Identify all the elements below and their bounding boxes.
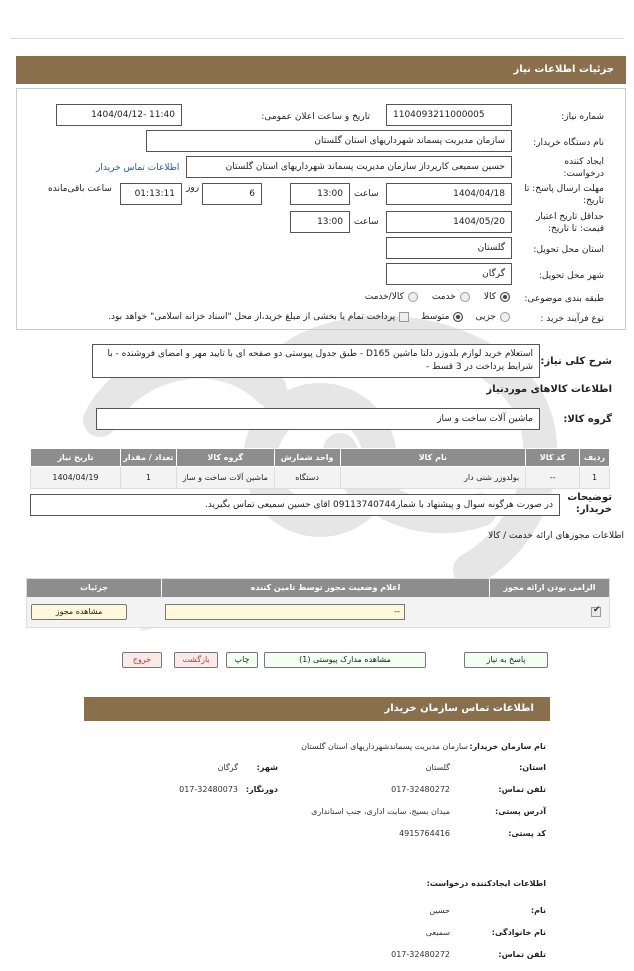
need-number-field[interactable]: 1104093211000005 — [386, 104, 512, 126]
process-label: نوع فرآیند خرید : — [540, 314, 604, 324]
remaining-time-field: 01:13:11 — [120, 183, 182, 205]
checked-checkbox-icon: ✔ — [593, 604, 601, 615]
goods-section-title: اطلاعات کالاهای موردنیاز — [486, 384, 612, 395]
buyer-notes-text: در صورت هرگونه سوال و پیشنهاد با شمار09113740744 اقای حسین سمیعی تماس بگیرید. — [30, 494, 560, 516]
buyer-notes-label: توضیحات خریدار: — [567, 492, 612, 515]
description-text: استعلام خرید لوازم بلدوزر دلتا ماشین D165 - طبق جدول پیوستی دو صفحه ای با تایید مهر و امضای فروشنده - با شرایط پرداخت در 3 قسط - — [92, 344, 540, 378]
province-field[interactable]: گلستان — [386, 237, 512, 259]
validity-time-label: ساعت — [354, 217, 379, 227]
exit-button[interactable]: خروج — [122, 652, 162, 668]
contact-address-value: میدان بسیج، سایت اداری، جنب استانداری — [311, 807, 450, 816]
deadline-date-field[interactable]: 1404/04/18 — [386, 183, 512, 205]
creator-label: ایجاد کننده درخواست: — [563, 157, 604, 179]
reply-button[interactable]: پاسخ به نیاز — [464, 652, 548, 668]
radio-icon[interactable] — [500, 312, 510, 322]
goods-table-header — [31, 449, 610, 467]
buyer-org-field[interactable]: سازمان مدیریت پسماند شهرداریهای استان گلستان — [146, 130, 512, 152]
cell-need-date: 1404/04/19 — [31, 467, 121, 489]
creator-field[interactable]: حسین سمیعی کارپرداز سازمان مدیریت پسماند شهرداریهای استان گلستان — [186, 156, 512, 178]
category-label: طبقه بندی موضوعی: — [524, 294, 604, 304]
view-permit-button[interactable]: مشاهده مجوز — [31, 604, 127, 620]
top-divider — [10, 38, 624, 39]
deadline-time-field[interactable]: 13:00 — [290, 183, 350, 205]
treasury-note: پرداخت تمام یا بخشی از مبلغ خرید،از محل "اسناد خزانه اسلامی" خواهد بود. — [108, 312, 396, 322]
contact-postal-label: کد پستی: — [508, 829, 546, 838]
contact-fax-label: دورنگار: — [245, 785, 278, 794]
contact-province-value: گلستان — [425, 763, 450, 772]
creator-phone-value: 017-32480272 — [391, 950, 450, 959]
radio-icon[interactable] — [408, 292, 418, 302]
category-both-option[interactable] — [365, 292, 418, 302]
goods-group-field: ماشین آلات ساخت و ساز — [96, 408, 540, 430]
page-header — [16, 56, 626, 84]
cell-row: 1 — [580, 467, 610, 489]
contact-phone-value: 017-32480272 — [391, 785, 450, 794]
treasury-option[interactable] — [108, 312, 409, 322]
col-details: جزئیات — [79, 583, 109, 592]
description-label: شرح کلی نیاز: — [540, 356, 612, 367]
permits-row — [27, 597, 609, 627]
category-radio-group — [365, 292, 510, 302]
contact-phone-label: تلفن تماس: — [498, 785, 546, 794]
col-status: اعلام وضعیت مجوز توسط تامین کننده — [161, 579, 489, 597]
contact-org-value: سازمان مدیریت پسماندشهرداریهای استان گلستان — [301, 742, 468, 751]
validity-label: حداقل تاریخ اعتبار قیمت: تا تاریخ: — [536, 212, 604, 234]
announce-label: تاریخ و ساعت اعلان عمومی: — [261, 112, 370, 122]
cell-code: -- — [526, 467, 580, 489]
permits-header — [27, 579, 609, 597]
cell-unit: دستگاه — [274, 467, 340, 489]
process-partial-label: جزیی — [475, 312, 496, 322]
category-both-label: کالا/خدمت — [364, 292, 404, 302]
contact-address-label: آدرس پستی: — [495, 807, 546, 816]
creator-family-label: نام خانوادگی: — [491, 928, 546, 937]
announce-field[interactable]: 1404/04/12- 11:40 — [56, 104, 182, 126]
col-unit: واحد شمارش — [274, 449, 340, 467]
col-code: کد کالا — [526, 449, 580, 467]
details-cell — [27, 604, 161, 620]
radio-icon[interactable] — [460, 292, 470, 302]
col-qty: تعداد / مقدار — [120, 449, 176, 467]
permit-status-field[interactable]: -- — [165, 604, 405, 620]
contact-city-label: شهر: — [256, 763, 278, 772]
back-button[interactable]: بازگشت — [174, 652, 218, 668]
process-medium-option[interactable] — [421, 312, 463, 322]
buyer-org-label: نام دستگاه خریدار: — [533, 138, 604, 148]
status-cell — [161, 604, 489, 620]
deadline-time-label: ساعت — [354, 189, 379, 199]
required-cell — [489, 604, 609, 618]
category-goods-option[interactable] — [484, 292, 510, 302]
cell-name: بولدوزر شنی دار — [340, 467, 526, 489]
need-number-label: شماره نیاز: — [561, 112, 604, 122]
category-goods-label: کالا — [483, 292, 496, 302]
category-service-label: خدمت — [431, 292, 456, 302]
contact-fax-value: 017-32480073 — [179, 785, 238, 794]
category-service-option[interactable] — [432, 292, 470, 302]
attachments-button[interactable]: مشاهده مدارک پیوستی (1) — [264, 652, 426, 668]
col-group: گروه کالا — [176, 449, 274, 467]
validity-time-field[interactable]: 13:00 — [290, 211, 350, 233]
goods-group-label: گروه کالا: — [563, 414, 612, 425]
permits-table — [26, 578, 610, 628]
page-title: جزئیات اطلاعات نیاز — [513, 64, 614, 75]
creator-phone-label: تلفن تماس: — [498, 950, 546, 959]
deadline-label: مهلت ارسال پاسخ: تا تاریخ: — [524, 184, 604, 206]
permits-title: اطلاعات مجوزهای ارائه خدمت / کالا — [488, 531, 624, 541]
remaining-label: ساعت باقی‌مانده — [48, 184, 112, 194]
col-name: نام کالا — [340, 449, 526, 467]
days-field: 6 — [202, 183, 262, 205]
creator-name-value: حسین — [429, 906, 450, 915]
table-row — [31, 467, 610, 489]
buyer-contact-link[interactable]: اطلاعات تماس خریدار — [96, 163, 180, 173]
radio-selected-icon[interactable] — [453, 312, 463, 322]
radio-selected-icon[interactable] — [500, 292, 510, 302]
contact-title: اطلاعات تماس سازمان خریدار — [384, 703, 534, 714]
contact-city-value: گرگان — [217, 763, 238, 772]
col-row: ردیف — [580, 449, 610, 467]
contact-postal-value: 4915764416 — [399, 829, 450, 838]
contact-org-label: نام سازمان خریدار: — [469, 742, 546, 751]
contact-province-label: استان: — [519, 763, 546, 772]
cell-qty: 1 — [120, 467, 176, 489]
print-button[interactable]: چاپ — [226, 652, 258, 668]
checkbox-icon[interactable] — [399, 312, 409, 322]
province-label: استان محل تحویل: — [533, 245, 604, 255]
city-label: شهر محل تحویل: — [538, 271, 604, 281]
cell-group: ماشین آلات ساخت و ساز — [176, 467, 274, 489]
creator-name-label: نام: — [530, 906, 546, 915]
days-label: روز — [186, 183, 200, 193]
process-partial-option[interactable] — [475, 312, 510, 322]
process-radio-group — [108, 312, 510, 322]
creator-family-value: سمیعی — [425, 928, 450, 937]
goods-table — [30, 448, 610, 489]
creator-info-title: اطلاعات ایجادکننده درخواست: — [426, 879, 546, 888]
validity-date-field[interactable]: 1404/05/20 — [386, 211, 512, 233]
city-field[interactable]: گرگان — [386, 263, 512, 285]
col-need-date: تاریخ نیاز — [31, 449, 121, 467]
col-required: الزامی بودن ارائه مجوز — [489, 579, 609, 597]
process-medium-label: متوسط — [421, 312, 450, 322]
contact-header — [84, 697, 550, 721]
